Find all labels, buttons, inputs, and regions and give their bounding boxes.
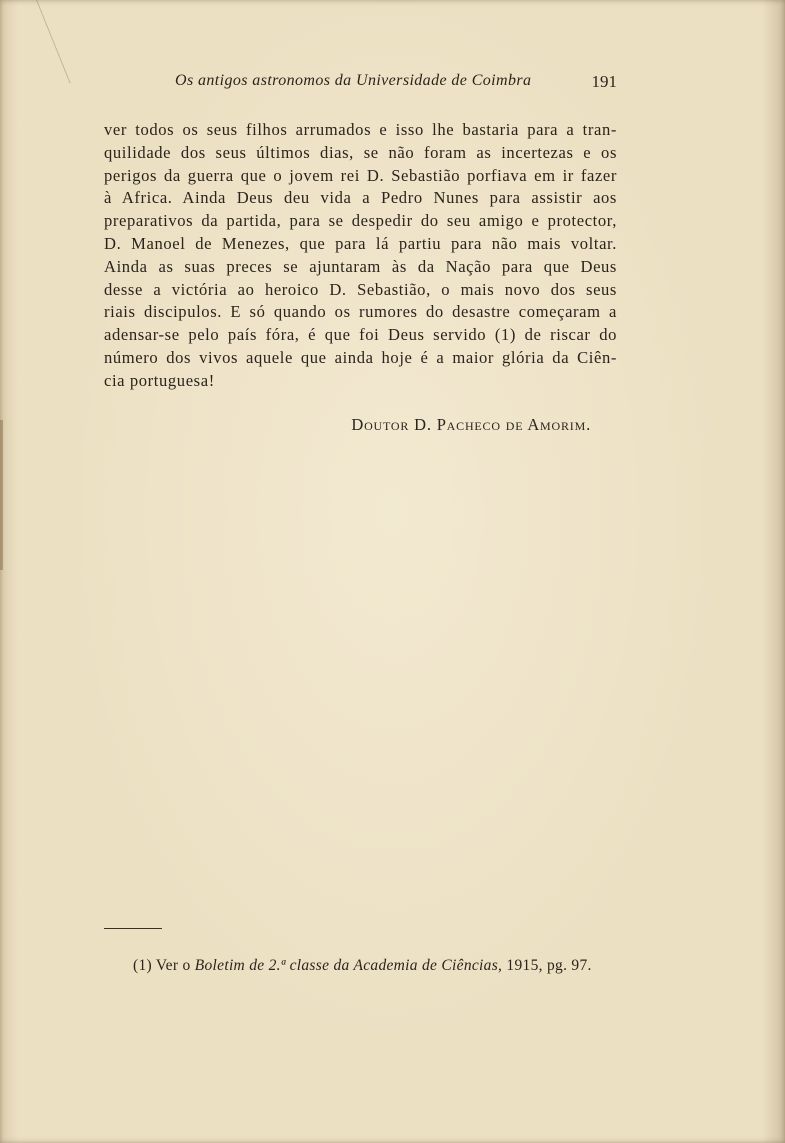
body-line: perigos da guerra que o jovem rei D. Sebastião porfiava em ir fazer — [104, 165, 617, 185]
body-paragraph — [104, 119, 617, 393]
body-line: D. Manoel de Menezes, que para lá partiu para não mais voltar. — [104, 233, 617, 253]
body-line: à Africa. Ainda Deus deu vida a Pedro Nunes para assistir aos — [104, 188, 617, 208]
page-header — [105, 72, 617, 94]
body-line: adensar-se pelo país fóra, é que foi Deus servido (1) de riscar do — [104, 325, 617, 345]
body-line: Ainda as suas preces se ajuntaram às da Nação para que Deus — [104, 256, 617, 276]
page-number: 191 — [591, 72, 617, 91]
footnote-marker: (1) — [133, 957, 152, 974]
body-line: preparativos da partida, para se despedir do seu amigo e protector, — [104, 211, 617, 231]
body-line-last: cia portuguesa! — [104, 370, 215, 390]
page-fold-crease — [36, 0, 71, 83]
running-head: Os antigos astronomos da Universidade de Coimbra — [175, 72, 532, 89]
body-line: número dos vivos aquele que ainda hoje é a maior glória da Ciên- — [104, 347, 617, 367]
footnote — [133, 957, 592, 975]
footnote-rule — [104, 928, 162, 929]
body-line: riais discipulos. E só quando os rumores do desastre começaram a — [104, 302, 617, 322]
footnote-reference: Boletim de 2.ª classe da Academia de Ciências, — [194, 957, 503, 974]
footnote-prefix: Ver o — [155, 957, 191, 974]
author-signature: Doutor D. Pacheco de Amorim. — [351, 415, 591, 434]
page-edge-stain — [0, 420, 3, 570]
footnote-suffix: 1915, pg. 97. — [506, 957, 592, 974]
body-line: ver todos os seus filhos arrumados e isso lhe bastaria para a tran- — [104, 120, 617, 139]
body-line: desse a victória ao heroico D. Sebastião, o mais novo dos seus — [104, 279, 617, 299]
body-line: quilidade dos seus últimos dias, se não foram as incertezas e os — [104, 142, 617, 162]
